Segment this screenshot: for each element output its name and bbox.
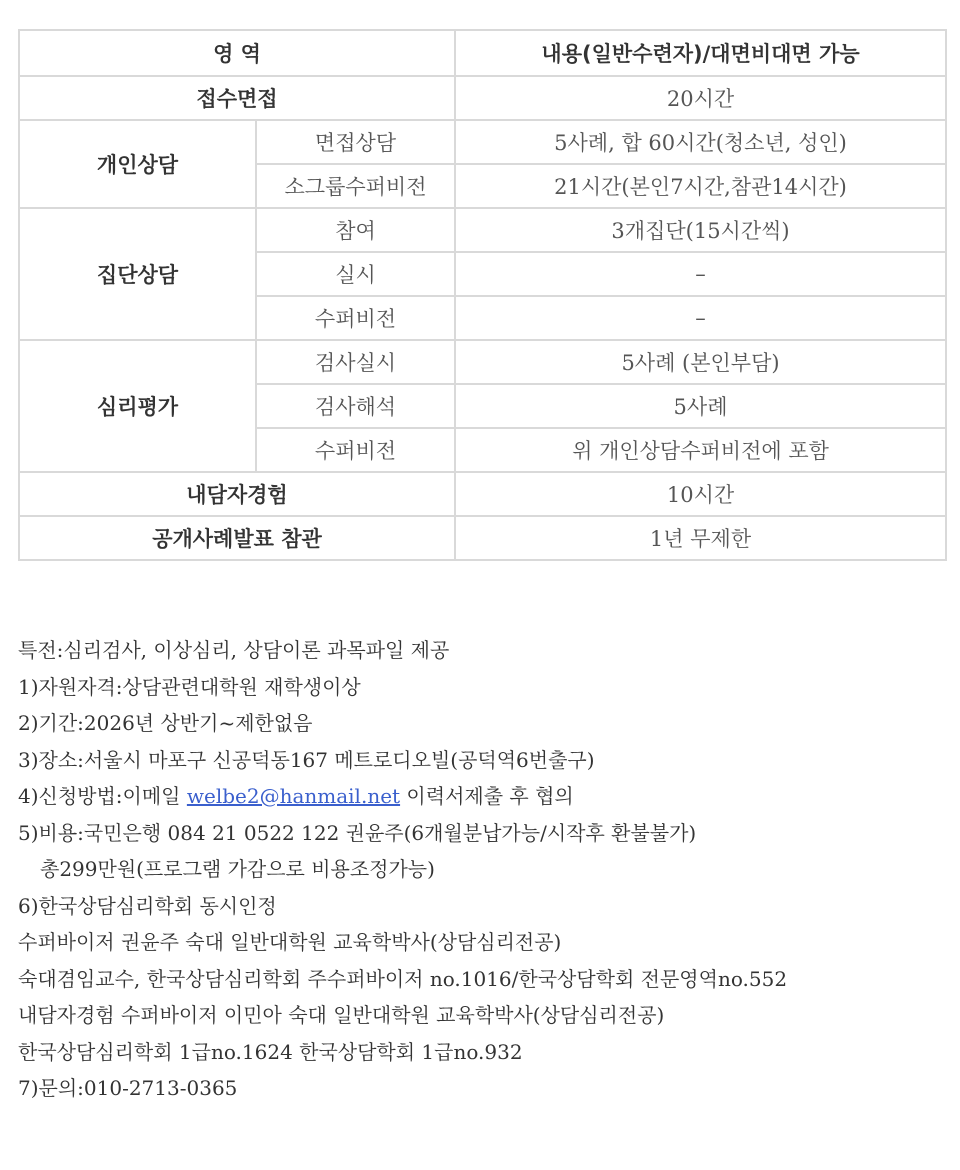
client-experience-label: 내담자경험 — [19, 472, 455, 516]
certification-line: 6)한국상담심리학회 동시인정 — [18, 893, 277, 918]
program-table — [18, 29, 947, 561]
supervisor2-line: 내담자경험 수퍼바이저 이민아 숙대 일반대학원 교육학박사(상담심리전공) — [18, 1003, 665, 1027]
individual-value: 21시간(본인7시간,참관14시간) — [455, 164, 946, 208]
qualification-line: 1)자원자격:상담관련대학원 재학생이상 — [18, 674, 361, 699]
inquiry-line: 7)문의:010-2713-0365 — [18, 1076, 238, 1100]
table-row — [19, 76, 946, 120]
assessment-sub: 검사해석 — [256, 384, 455, 428]
assessment-sub: 수퍼비전 — [256, 428, 455, 472]
apply-line — [18, 778, 948, 815]
group-value: – — [455, 252, 946, 296]
group-sub: 수퍼비전 — [256, 296, 455, 340]
individual-value: 5사례, 합 60시간(청소년, 성인) — [455, 120, 946, 164]
period-line: 2)기간:2026년 상반기~제한없음 — [18, 711, 313, 735]
perk-line: 특전:심리검사, 이상심리, 상담이론 과목파일 제공 — [18, 638, 450, 662]
location-line: 3)장소:서울시 마포구 신공덕동167 메트로디오빌(공덕역6번출구) — [18, 747, 595, 772]
supervisor1-credentials-line: 숙대겸임교수, 한국상담심리학회 주수퍼바이저 no.1016/한국상담학회 전문영역no.552 — [18, 966, 788, 991]
cost-line: 5)비용:국민은행 084 21 0522 122 권윤주(6개월분납가능/시작후 환불불가) — [18, 820, 697, 845]
header-area: 영 역 — [19, 30, 455, 76]
supervisor1-line: 수퍼바이저 권윤주 숙대 일반대학원 교육학박사(상담심리전공) — [18, 930, 562, 954]
group-sub: 참여 — [256, 208, 455, 252]
intake-label: 접수면접 — [19, 76, 455, 120]
table-row — [19, 472, 946, 516]
group-sub: 실시 — [256, 252, 455, 296]
individual-label: 개인상담 — [19, 120, 256, 208]
email-link[interactable]: welbe2@hanmail.net — [186, 784, 401, 808]
apply-prefix: 4)신청방법:이메일 — [18, 784, 187, 808]
assessment-value: 위 개인상담수퍼비전에 포함 — [455, 428, 946, 472]
intake-value: 20시간 — [455, 76, 946, 120]
client-experience-value: 10시간 — [455, 472, 946, 516]
individual-sub: 소그룹수퍼비전 — [256, 164, 455, 208]
table-row — [19, 516, 946, 560]
program-notes — [18, 632, 948, 1107]
assessment-sub: 검사실시 — [256, 340, 455, 384]
supervisor2-credentials-line: 한국상담심리학회 1급no.1624 한국상담학회 1급no.932 — [18, 1039, 523, 1064]
group-label: 집단상담 — [19, 208, 256, 340]
table-header-row — [19, 30, 946, 76]
header-content: 내용(일반수련자)/대면비대면 가능 — [455, 30, 946, 76]
cost-total-line: 총299만원(프로그램 가감으로 비용조정가능) — [40, 857, 435, 881]
table-row — [19, 340, 946, 384]
assessment-value: 5사례 — [455, 384, 946, 428]
case-presentation-value: 1년 무제한 — [455, 516, 946, 560]
table-row — [19, 208, 946, 252]
apply-suffix: 이력서제출 후 협의 — [400, 784, 574, 808]
table-row — [19, 120, 946, 164]
assessment-label: 심리평가 — [19, 340, 256, 472]
group-value: 3개집단(15시간씩) — [455, 208, 946, 252]
individual-sub: 면접상담 — [256, 120, 455, 164]
assessment-value: 5사례 (본인부담) — [455, 340, 946, 384]
case-presentation-label: 공개사례발표 참관 — [19, 516, 455, 560]
group-value: – — [455, 296, 946, 340]
